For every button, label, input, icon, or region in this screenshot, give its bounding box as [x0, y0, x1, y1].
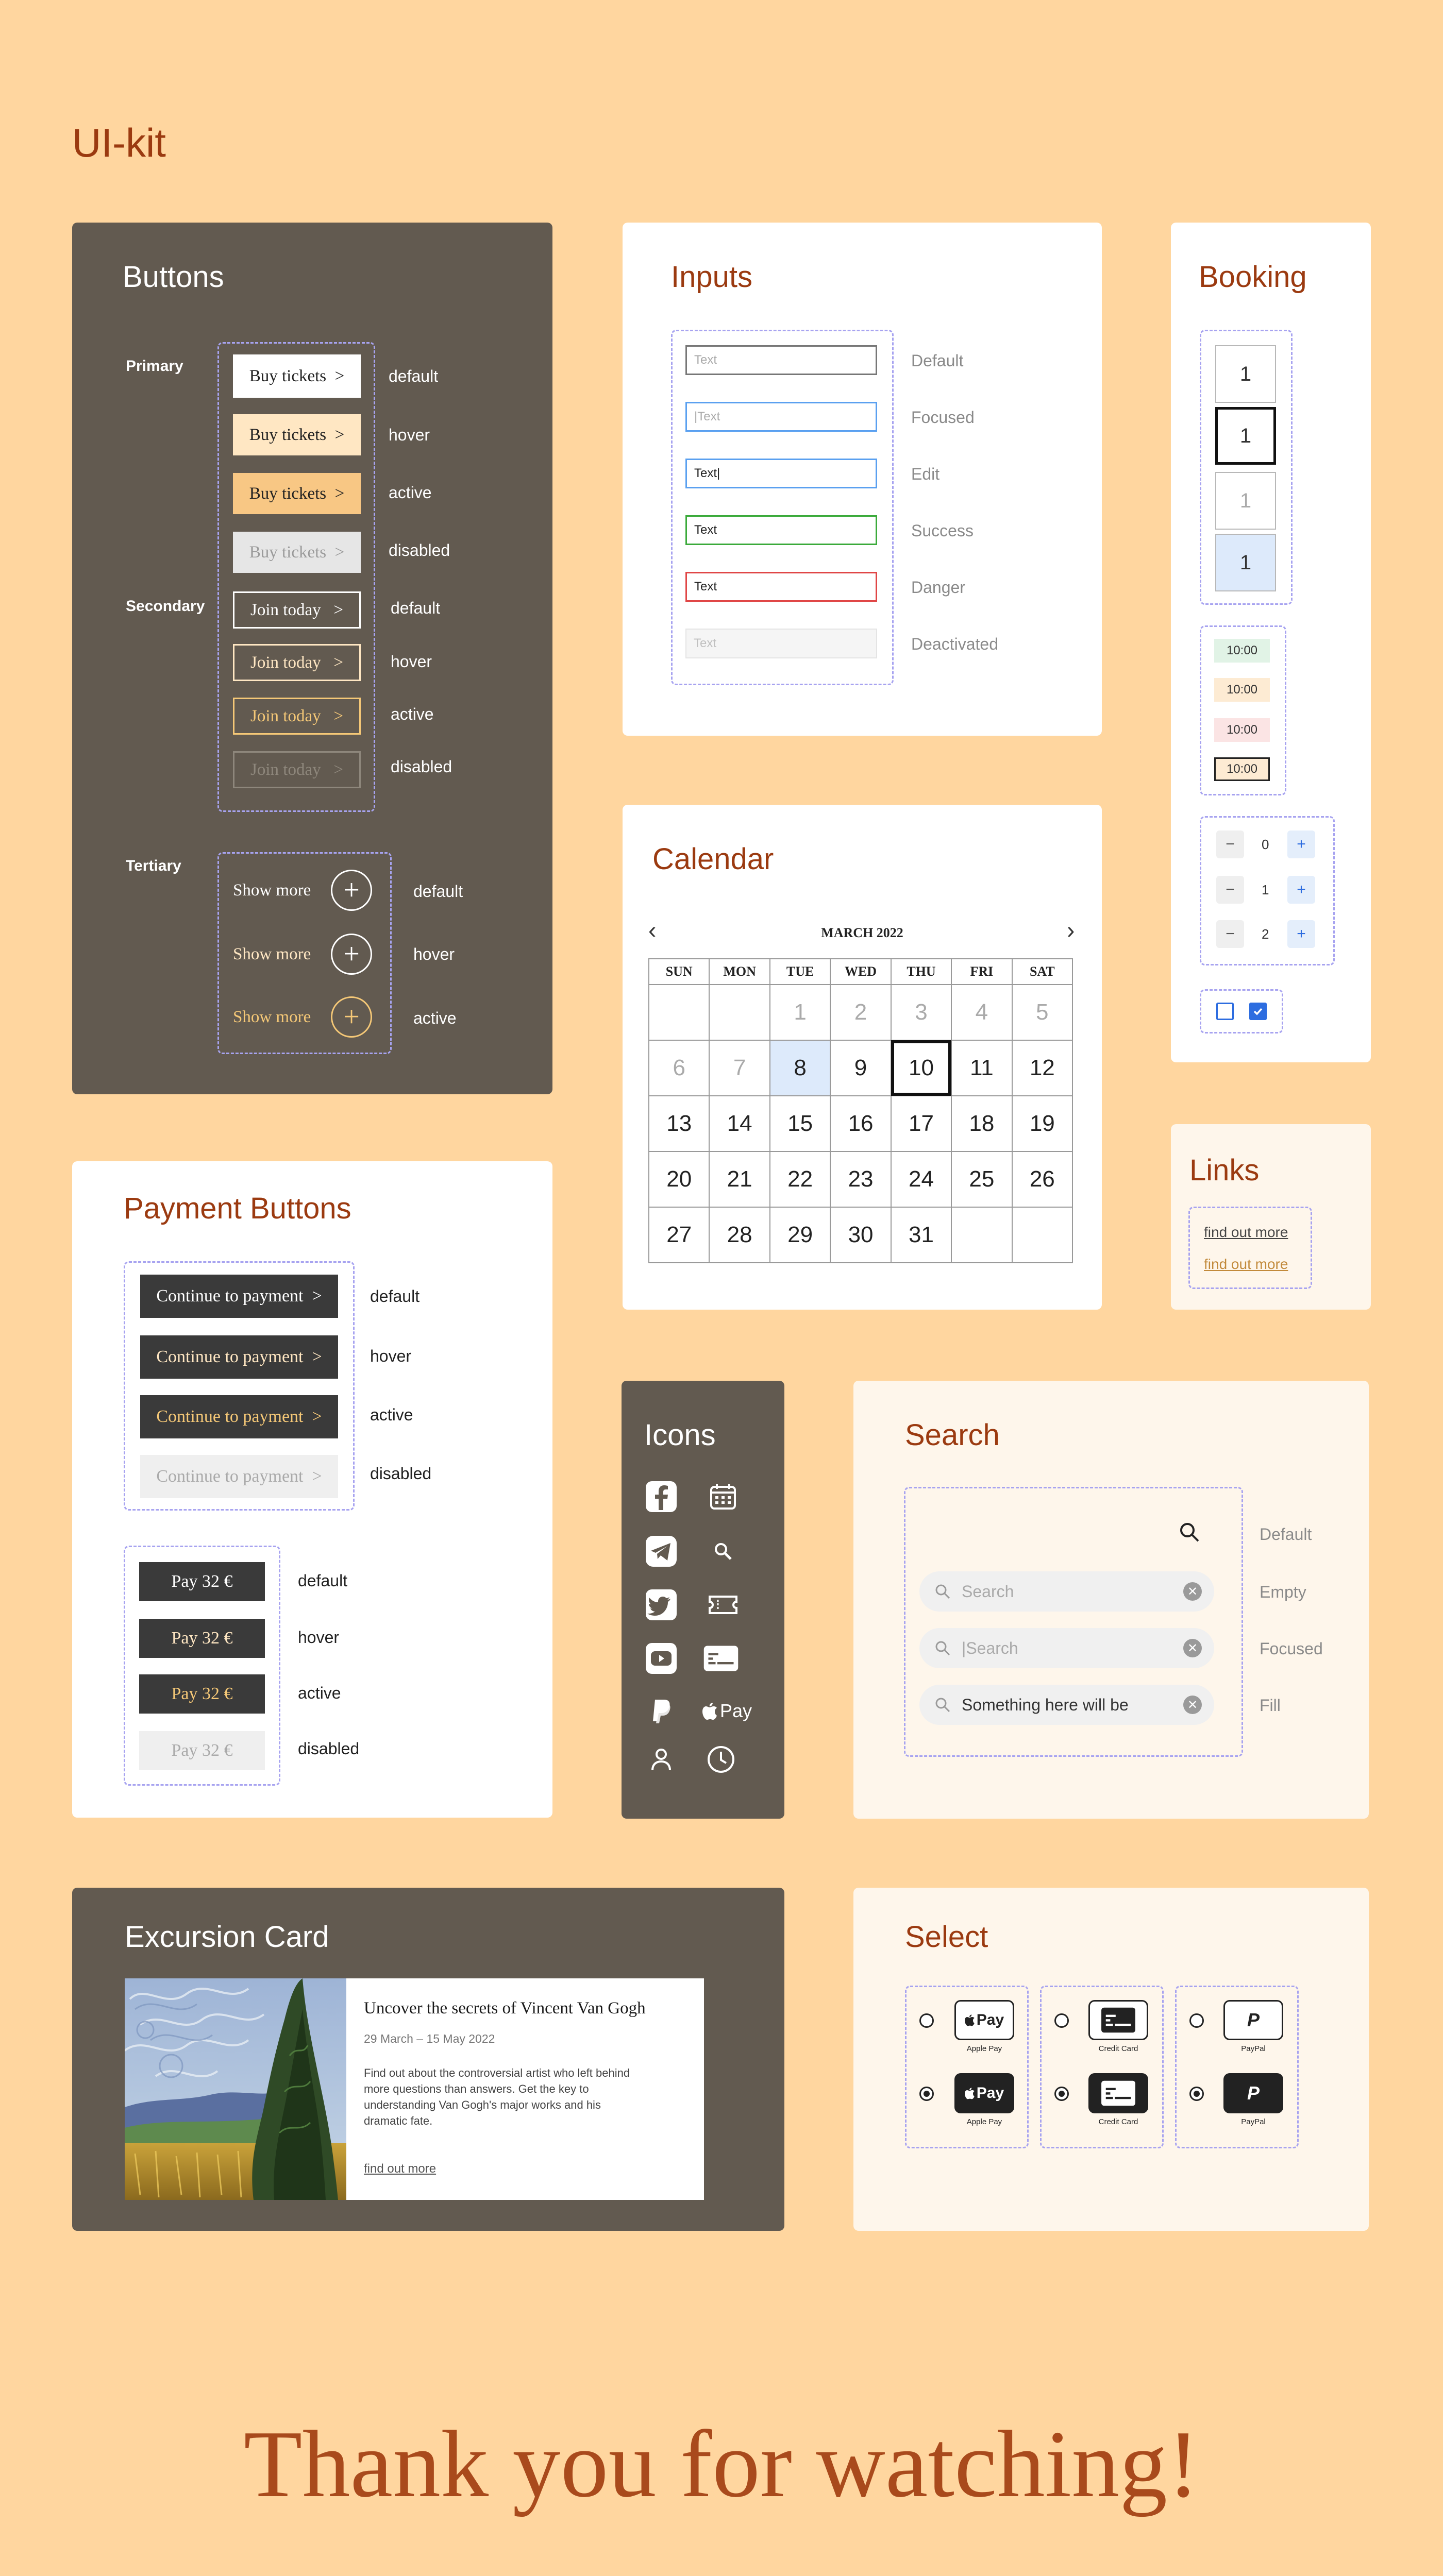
checkbox-checked[interactable] — [1249, 1003, 1267, 1020]
clear-icon[interactable]: ✕ — [1183, 1696, 1202, 1714]
clear-icon[interactable]: ✕ — [1183, 1639, 1202, 1657]
search-state-focused: Focused — [1260, 1639, 1323, 1658]
icons-card — [622, 1381, 784, 1819]
search-placeholder: Search — [962, 1582, 1014, 1601]
apple-icon — [965, 2014, 975, 2026]
calendar-grid — [648, 958, 1073, 1263]
calendar-month-label: MARCH 2022 — [821, 925, 903, 940]
secondary-state-disabled: disabled — [391, 757, 452, 776]
calendar-day[interactable]: 22 — [770, 1151, 830, 1207]
continue-payment-button-default[interactable]: Continue to payment > — [140, 1275, 338, 1318]
time-slot-available[interactable]: 10:00 — [1214, 639, 1270, 663]
booking-title: Booking — [1199, 260, 1307, 294]
inputs-title: Inputs — [671, 260, 752, 294]
radio-unselected[interactable] — [1054, 2013, 1069, 2028]
next-month-button[interactable]: › — [1067, 917, 1075, 943]
apple-pay-icon — [699, 1693, 756, 1729]
calendar-day[interactable]: 9 — [830, 1040, 891, 1096]
calendar-day-empty — [1012, 1207, 1072, 1263]
buy-tickets-button-default[interactable]: Buy tickets > — [233, 354, 361, 398]
apple-pay-caption: Apple Pay — [966, 2044, 1002, 2053]
excursion-description: Find out about the controversial artist who left behind more questions than answers. Get the key to understanding Van Gogh's major works and his dramatic fate. — [364, 2066, 630, 2127]
youtube-icon — [643, 1640, 679, 1676]
text-input-danger[interactable]: Text — [685, 572, 877, 602]
links-card — [1171, 1124, 1371, 1310]
calendar-day[interactable]: 18 — [951, 1096, 1012, 1151]
input-state-success: Success — [911, 521, 974, 540]
select-card — [853, 1888, 1369, 2231]
paypal-logo[interactable]: P — [1223, 2000, 1283, 2040]
payment-title: Payment Buttons — [124, 1192, 351, 1225]
calendar-day[interactable]: 23 — [830, 1151, 891, 1207]
primary-state-active: active — [389, 483, 432, 502]
stepper-value: 1 — [1262, 882, 1269, 897]
ticket-icon — [705, 1587, 741, 1623]
apple-pay-logo-selected[interactable]: Pay — [954, 2073, 1014, 2113]
apple-pay-caption: Apple Pay — [966, 2117, 1002, 2126]
booking-card — [1171, 223, 1371, 1062]
search-state-fill: Fill — [1260, 1696, 1281, 1715]
credit-card-caption: Credit Card — [1098, 2044, 1138, 2053]
calendar-day[interactable]: 11 — [951, 1040, 1012, 1096]
excursion-find-out-more-link[interactable]: find out more — [364, 2162, 437, 2176]
prev-month-button[interactable]: ‹ — [648, 917, 657, 943]
buy-tickets-button-active[interactable]: Buy tickets > — [233, 473, 361, 514]
calendar-day[interactable]: 29 — [770, 1207, 830, 1263]
calendar-day[interactable]: 31 — [891, 1207, 951, 1263]
calendar-day-past: 3 — [891, 985, 951, 1040]
plus-button[interactable]: + — [1287, 831, 1315, 858]
primary-section-label: Primary — [126, 358, 183, 375]
show-more-button-default[interactable] — [233, 870, 382, 913]
continue-state-active: active — [370, 1405, 413, 1424]
calendar-day[interactable]: 21 — [709, 1151, 770, 1207]
pay-button-default[interactable]: Pay 32 € — [139, 1562, 265, 1601]
text-input-success[interactable]: Text — [685, 515, 877, 545]
minus-button[interactable]: − — [1216, 920, 1244, 948]
secondary-section-label: Secondary — [126, 598, 205, 615]
excursion-card[interactable] — [125, 1978, 704, 2200]
continue-state-disabled: disabled — [370, 1464, 432, 1483]
search-title: Search — [905, 1418, 1000, 1452]
ticket-count-disabled: 1 — [1215, 472, 1276, 530]
tertiary-state-hover: hover — [413, 945, 455, 963]
plus-button[interactable]: + — [1287, 920, 1315, 948]
paypal-logo-selected[interactable]: P — [1223, 2073, 1283, 2113]
tertiary-state-default: default — [413, 882, 463, 901]
paypal-caption: PayPal — [1241, 2044, 1266, 2053]
calendar-day[interactable]: 28 — [709, 1207, 770, 1263]
find-out-more-link[interactable]: find out more — [1204, 1224, 1288, 1240]
calendar-day[interactable]: 15 — [770, 1096, 830, 1151]
pay-button-active[interactable]: Pay 32 € — [139, 1674, 265, 1714]
icons-title: Icons — [644, 1418, 716, 1452]
calendar-day-today[interactable]: 10 — [891, 1040, 951, 1096]
weekday-wed: WED — [830, 959, 891, 985]
pay-state-disabled: disabled — [298, 1739, 360, 1758]
calendar-day-past: 2 — [830, 985, 891, 1040]
calendar-day-past: 5 — [1012, 985, 1072, 1040]
join-today-button-disabled: Join today > — [233, 751, 361, 788]
primary-secondary-group — [217, 342, 375, 812]
ticket-count-hover[interactable]: 1 — [1215, 534, 1276, 591]
calendar-day-empty — [649, 985, 709, 1040]
excursion-section — [72, 1888, 784, 2231]
calendar-day-selected[interactable]: 8 — [770, 1040, 830, 1096]
primary-state-default: default — [389, 367, 439, 385]
search-icon — [934, 1583, 951, 1600]
radio-unselected[interactable] — [919, 2013, 934, 2028]
paypal-icon — [643, 1693, 679, 1729]
search-field-filled[interactable] — [919, 1685, 1214, 1725]
credit-card-caption: Credit Card — [1098, 2117, 1138, 2126]
calendar-day[interactable]: 17 — [891, 1096, 951, 1151]
card-icon — [1099, 2007, 1138, 2033]
calendar-day-empty — [709, 985, 770, 1040]
links-title: Links — [1189, 1154, 1260, 1187]
text-input-edit[interactable]: Text| — [685, 459, 877, 488]
show-more-button-hover[interactable] — [233, 934, 382, 977]
clock-icon — [703, 1741, 739, 1777]
calendar-day[interactable]: 25 — [951, 1151, 1012, 1207]
search-state-default: Default — [1260, 1525, 1312, 1544]
user-icon — [643, 1741, 679, 1777]
search-icon — [934, 1696, 951, 1714]
weekday-sat: SAT — [1012, 959, 1072, 985]
minus-button[interactable]: − — [1216, 831, 1244, 858]
stepper-value: 0 — [1262, 837, 1269, 852]
calendar-day[interactable]: 14 — [709, 1096, 770, 1151]
text-input-default[interactable]: Text — [685, 345, 877, 375]
telegram-icon — [643, 1533, 679, 1569]
secondary-state-default: default — [391, 599, 441, 617]
twitter-icon — [643, 1587, 679, 1623]
page-title: UI-kit — [72, 120, 166, 165]
text-input-focused[interactable]: |Text — [685, 402, 877, 432]
primary-state-hover: hover — [389, 426, 430, 444]
join-today-button-hover[interactable]: Join today > — [233, 644, 361, 681]
secondary-state-hover: hover — [391, 652, 432, 671]
continue-state-default: default — [370, 1287, 420, 1306]
search-field-empty[interactable] — [919, 1571, 1214, 1612]
calendar-day[interactable]: 30 — [830, 1207, 891, 1263]
time-slot-selected[interactable]: 10:00 — [1214, 757, 1270, 781]
weekday-tue: TUE — [770, 959, 830, 985]
select-title: Select — [905, 1920, 988, 1954]
search-icon — [1178, 1521, 1201, 1544]
search-icon-button[interactable] — [1178, 1521, 1204, 1547]
time-slot-pending[interactable]: 10:00 — [1214, 678, 1270, 702]
input-state-deactivated: Deactivated — [911, 635, 998, 653]
calendar-title: Calendar — [652, 842, 774, 876]
apple-pay-logo[interactable]: Pay — [954, 2000, 1014, 2040]
continue-payment-button-disabled: Continue to payment > — [140, 1455, 338, 1498]
search-icon — [705, 1533, 741, 1569]
plus-button[interactable]: + — [1287, 876, 1315, 904]
buy-tickets-button-disabled: Buy tickets > — [233, 532, 361, 573]
search-card — [853, 1381, 1369, 1819]
buy-tickets-button-hover[interactable]: Buy tickets > — [233, 414, 361, 455]
show-more-label: Show more — [233, 1008, 311, 1026]
clear-icon[interactable]: ✕ — [1183, 1582, 1202, 1601]
inputs-card — [623, 223, 1102, 736]
search-fill-value: Something here will be — [962, 1695, 1129, 1714]
continue-payment-button-active[interactable]: Continue to payment > — [140, 1395, 338, 1438]
pay-state-default: default — [298, 1571, 348, 1590]
find-out-more-link-hover[interactable]: find out more — [1204, 1256, 1288, 1272]
calendar-day[interactable]: 19 — [1012, 1096, 1072, 1151]
pay-state-active: active — [298, 1684, 341, 1702]
calendar-day[interactable]: 20 — [649, 1151, 709, 1207]
radio-unselected[interactable] — [1189, 2013, 1204, 2028]
checkbox-unchecked[interactable] — [1216, 1003, 1234, 1020]
tertiary-section-label: Tertiary — [126, 857, 181, 874]
apple-pay-text: Pay — [719, 1700, 752, 1721]
buttons-title: Buttons — [123, 260, 224, 294]
search-icon — [934, 1639, 951, 1657]
credit-card-logo[interactable] — [1088, 2000, 1148, 2040]
join-today-button-default[interactable]: Join today > — [233, 591, 361, 629]
plus-circle-icon: + — [331, 996, 372, 1038]
radio-selected[interactable] — [1189, 2087, 1204, 2101]
card-icon — [703, 1640, 739, 1676]
continue-payment-button-hover[interactable]: Continue to payment > — [140, 1335, 338, 1379]
paypal-caption: PayPal — [1241, 2117, 1266, 2126]
calendar-day[interactable]: 26 — [1012, 1151, 1072, 1207]
calendar-day-past: 1 — [770, 985, 830, 1040]
ticket-count-default[interactable]: 1 — [1215, 345, 1276, 403]
pay-button-disabled: Pay 32 € — [139, 1731, 265, 1770]
plus-circle-icon: + — [331, 870, 372, 911]
checkbox-group — [1200, 989, 1283, 1033]
tertiary-state-active: active — [413, 1009, 457, 1027]
weekday-sun: SUN — [649, 959, 709, 985]
buttons-card — [72, 223, 552, 1094]
input-state-default: Default — [911, 351, 964, 370]
excursion-dates: 29 March – 15 May 2022 — [364, 2032, 495, 2045]
stepper-value: 2 — [1262, 926, 1269, 942]
thank-you-footer: Thank you for watching! — [243, 2411, 1200, 2517]
calendar-day[interactable]: 24 — [891, 1151, 951, 1207]
search-field-focused[interactable] — [919, 1628, 1214, 1668]
calendar-day[interactable]: 12 — [1012, 1040, 1072, 1096]
check-icon — [1252, 1005, 1264, 1018]
ticket-count-selected[interactable]: 1 — [1215, 407, 1276, 465]
calendar-day[interactable]: 13 — [649, 1096, 709, 1151]
radio-selected[interactable] — [919, 2087, 934, 2101]
minus-button[interactable]: − — [1216, 876, 1244, 904]
input-state-focused: Focused — [911, 408, 975, 427]
payment-buttons-card — [72, 1161, 552, 1818]
weekday-mon: MON — [709, 959, 770, 985]
time-slot-busy: 10:00 — [1214, 718, 1270, 742]
text-input-deactivated: Text — [685, 629, 877, 658]
calendar-card — [623, 805, 1102, 1310]
calendar-day-past: 6 — [649, 1040, 709, 1096]
show-more-label: Show more — [233, 945, 311, 963]
primary-state-disabled: disabled — [389, 541, 450, 560]
secondary-state-active: active — [391, 705, 434, 723]
join-today-button-active[interactable]: Join today > — [233, 698, 361, 735]
search-state-empty: Empty — [1260, 1583, 1306, 1601]
continue-state-hover: hover — [370, 1347, 412, 1365]
calendar-day[interactable]: 16 — [830, 1096, 891, 1151]
radio-selected[interactable] — [1054, 2087, 1069, 2101]
excursion-title: Excursion Card — [125, 1920, 329, 1954]
show-more-button-active[interactable] — [233, 996, 382, 1040]
show-more-label: Show more — [233, 881, 311, 900]
search-focused-value: |Search — [962, 1638, 1018, 1657]
plus-circle-icon: + — [331, 934, 372, 975]
weekday-fri: FRI — [951, 959, 1012, 985]
calendar-icon — [705, 1479, 741, 1515]
facebook-icon — [643, 1479, 679, 1515]
pay-state-hover: hover — [298, 1628, 340, 1647]
input-state-edit: Edit — [911, 465, 940, 483]
calendar-day-past: 4 — [951, 985, 1012, 1040]
weekday-thu: THU — [891, 959, 951, 985]
input-state-danger: Danger — [911, 578, 965, 597]
excursion-heading: Uncover the secrets of Vincent Van Gogh — [364, 1999, 646, 2018]
pay-button-hover[interactable]: Pay 32 € — [139, 1619, 265, 1658]
calendar-day-empty — [951, 1207, 1012, 1263]
calendar-day-past: 7 — [709, 1040, 770, 1096]
van-gogh-painting-image — [125, 1978, 346, 2200]
calendar-day[interactable]: 27 — [649, 1207, 709, 1263]
credit-card-logo-selected[interactable] — [1088, 2073, 1148, 2113]
links-group — [1188, 1207, 1312, 1289]
apple-icon — [965, 2087, 975, 2099]
card-icon — [1099, 2080, 1138, 2107]
